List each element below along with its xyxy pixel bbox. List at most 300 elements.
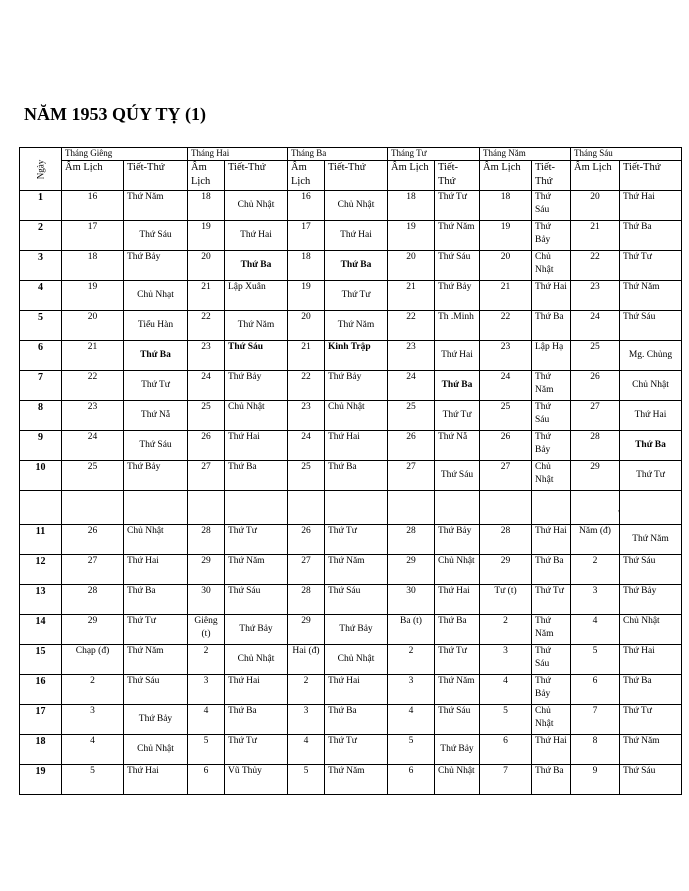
am-lich-cell: 27 — [288, 555, 325, 585]
table-row — [20, 765, 682, 795]
am-lich-cell: 20 — [62, 311, 124, 341]
am-lich-cell: 28 — [388, 525, 435, 555]
am-lich-cell: 21 — [388, 281, 435, 311]
day-number: 7 — [20, 371, 62, 401]
month-header: Tháng Sáu — [571, 148, 682, 161]
am-lich-cell: 28 — [571, 431, 620, 461]
month-header: Tháng Giêng — [62, 148, 188, 161]
column-header-row — [20, 161, 682, 191]
blank-cell — [225, 491, 288, 525]
am-lich-cell: 18 — [188, 191, 225, 221]
day-number: 5 — [20, 311, 62, 341]
am-lich-cell: 28 — [62, 585, 124, 615]
tiet-thu-cell: Thứ Hai — [225, 431, 288, 461]
tiet-thu-cell: Thứ Ba — [325, 705, 388, 735]
table-row — [20, 735, 682, 765]
am-lich-cell: 22 — [388, 311, 435, 341]
tiet-thu-cell: Thứ Hai — [325, 431, 388, 461]
tiet-thu-cell: Thứ Tư — [435, 191, 480, 221]
tiet-thu-cell: Lập Hạ — [532, 341, 571, 371]
tiet-thu-cell: Thứ Ba — [620, 221, 682, 251]
am-lich-cell: 23 — [188, 341, 225, 371]
am-lich-cell: 19 — [62, 281, 124, 311]
tiet-thu-cell: Thứ Năm — [435, 221, 480, 251]
am-lich-cell: 23 — [62, 401, 124, 431]
day-number: 13 — [20, 585, 62, 615]
am-lich-cell: 7 — [571, 705, 620, 735]
am-lich-cell: 5 — [571, 645, 620, 675]
tiet-thu-cell: Thứ Hai — [325, 675, 388, 705]
tiet-thu-cell: Thứ Tư — [620, 251, 682, 281]
blank-cell — [188, 491, 225, 525]
day-number: 2 — [20, 221, 62, 251]
tiet-thu-cell: Thứ Hai — [225, 221, 288, 251]
tiet-thu-cell: Chủ Nhật — [532, 251, 571, 281]
tiet-thu-cell: Thứ Hai — [124, 765, 188, 795]
tiet-thu-cell: Thứ Năm — [325, 555, 388, 585]
tiet-thu-cell: Thứ Nẵ — [435, 431, 480, 461]
table-row — [20, 461, 682, 491]
day-number: 16 — [20, 675, 62, 705]
tiet-thu-cell: Thứ Ba — [225, 705, 288, 735]
tiet-thu-cell: Thứ Tư — [325, 525, 388, 555]
month-header: Tháng Hai — [188, 148, 288, 161]
table-row — [20, 615, 682, 645]
tiet-thu-cell: Thứ Năm — [124, 191, 188, 221]
tiet-thu-cell: Thứ Năm — [620, 735, 682, 765]
am-lich-cell: 19 — [288, 281, 325, 311]
tiet-thu-cell: Thứ Sáu — [532, 645, 571, 675]
month-header: Tháng Năm — [480, 148, 571, 161]
am-lich-cell: 6 — [188, 765, 225, 795]
tiet-thu-cell: Chủ Nhật — [325, 645, 388, 675]
tiet-thu-header: Tiết-Thứ — [225, 161, 288, 191]
am-lich-cell: 23 — [388, 341, 435, 371]
tiet-thu-cell: Thứ Tư — [225, 735, 288, 765]
am-lich-cell: 27 — [62, 555, 124, 585]
tiet-thu-cell: Thứ Bảy — [124, 461, 188, 491]
tiet-thu-cell: Thứ Năm — [325, 311, 388, 341]
tiet-thu-cell: Th .Minh — [435, 311, 480, 341]
am-lich-cell: 29 — [188, 555, 225, 585]
am-lich-cell: 28 — [288, 585, 325, 615]
am-lich-cell: 22 — [288, 371, 325, 401]
am-lich-cell: 2 — [388, 645, 435, 675]
blank-cell — [532, 491, 571, 525]
am-lich-cell: 21 — [288, 341, 325, 371]
table-row — [20, 281, 682, 311]
tiet-thu-cell: Thứ Ba — [532, 311, 571, 341]
am-lich-cell: 20 — [480, 251, 532, 281]
am-lich-cell: 28 — [480, 525, 532, 555]
tiet-thu-cell: Thứ Sáu — [620, 765, 682, 795]
am-lich-cell: 22 — [571, 251, 620, 281]
am-lich-cell: 18 — [288, 251, 325, 281]
am-lich-cell: 16 — [288, 191, 325, 221]
am-lich-cell: 25 — [571, 341, 620, 371]
am-lich-cell: 5 — [388, 735, 435, 765]
tiet-thu-cell: Thứ Ba — [325, 251, 388, 281]
day-number: 3 — [20, 251, 62, 281]
tiet-thu-cell: Thứ Ba — [225, 251, 288, 281]
am-lich-cell: 29 — [571, 461, 620, 491]
tiet-thu-cell: Thứ Hai — [225, 675, 288, 705]
day-number: 6 — [20, 341, 62, 371]
table-row — [20, 645, 682, 675]
tiet-thu-cell: Thứ Tư — [532, 585, 571, 615]
day-number: 14 — [20, 615, 62, 645]
am-lich-cell: 3 — [388, 675, 435, 705]
am-lich-header: Âm Lịch — [571, 161, 620, 191]
stray-mark: , — [618, 504, 620, 513]
table-row — [20, 401, 682, 431]
am-lich-cell: 7 — [480, 765, 532, 795]
day-number: 19 — [20, 765, 62, 795]
am-lich-cell: 19 — [388, 221, 435, 251]
month-header-row — [20, 148, 682, 161]
month-header: Tháng Ba — [288, 148, 388, 161]
tiet-thu-cell: Thứ Sáu — [435, 461, 480, 491]
am-lich-header: Âm Lịch — [62, 161, 124, 191]
am-lich-cell: 20 — [388, 251, 435, 281]
tiet-thu-cell: Thứ Tư — [620, 705, 682, 735]
tiet-thu-cell: Thứ Bảy — [225, 615, 288, 645]
am-lich-cell: 24 — [480, 371, 532, 401]
day-number: 12 — [20, 555, 62, 585]
tiet-thu-cell: Thứ Hai — [532, 281, 571, 311]
am-lich-cell: 24 — [62, 431, 124, 461]
tiet-thu-cell: Chủ Nhật — [532, 705, 571, 735]
table-row — [20, 221, 682, 251]
am-lich-cell: 5 — [62, 765, 124, 795]
tiet-thu-cell: Thứ Sáu — [325, 585, 388, 615]
blank-cell — [325, 491, 388, 525]
am-lich-cell: Ba (t) — [388, 615, 435, 645]
table-row — [20, 555, 682, 585]
tiet-thu-cell: Thứ Tư — [435, 645, 480, 675]
tiet-thu-cell: Thứ Bảy — [225, 371, 288, 401]
am-lich-cell: 2 — [62, 675, 124, 705]
tiet-thu-cell: Vũ Thủy — [225, 765, 288, 795]
tiet-thu-cell: Thứ Sáu — [124, 675, 188, 705]
table-row — [20, 311, 682, 341]
am-lich-header: Âm Lịch — [480, 161, 532, 191]
am-lich-cell: 23 — [288, 401, 325, 431]
am-lich-cell: 19 — [188, 221, 225, 251]
am-lich-cell: 3 — [62, 705, 124, 735]
tiet-thu-cell: Thứ Bảy — [124, 251, 188, 281]
am-lich-cell: 21 — [62, 341, 124, 371]
am-lich-cell: Năm (đ) — [571, 525, 620, 555]
am-lich-cell: 24 — [388, 371, 435, 401]
tiet-thu-cell: Thứ Sáu — [124, 221, 188, 251]
table-row — [20, 251, 682, 281]
tiet-thu-cell: Chủ Nhật — [435, 765, 480, 795]
am-lich-cell: 2 — [288, 675, 325, 705]
am-lich-cell: 26 — [288, 525, 325, 555]
ngay-header — [20, 148, 62, 191]
tiet-thu-cell: Chủ Nhật — [124, 525, 188, 555]
am-lich-cell: 22 — [188, 311, 225, 341]
tiet-thu-cell: Thứ Bảy — [435, 525, 480, 555]
blank-cell — [620, 491, 682, 525]
am-lich-cell: 16 — [62, 191, 124, 221]
am-lich-header: Âm Lịch — [388, 161, 435, 191]
am-lich-cell: 18 — [480, 191, 532, 221]
am-lich-cell: 3 — [571, 585, 620, 615]
am-lich-cell: 6 — [480, 735, 532, 765]
blank-cell — [388, 491, 435, 525]
tiet-thu-cell: Thứ Sáu — [435, 705, 480, 735]
tiet-thu-cell: Thứ Tư — [124, 615, 188, 645]
tiet-thu-cell: Thứ Năm — [620, 525, 682, 555]
am-lich-cell: 8 — [571, 735, 620, 765]
am-lich-cell: 24 — [188, 371, 225, 401]
tiet-thu-cell: Thứ Hai — [435, 585, 480, 615]
am-lich-cell: 24 — [571, 311, 620, 341]
tiet-thu-header: Tiết-Thứ — [124, 161, 188, 191]
am-lich-cell: 4 — [62, 735, 124, 765]
am-lich-cell: 26 — [480, 431, 532, 461]
tiet-thu-cell: Thứ Sáu — [620, 311, 682, 341]
tiet-thu-cell: Thứ Ba — [620, 431, 682, 461]
tiet-thu-cell: Thứ Năm — [325, 765, 388, 795]
tiet-thu-cell: Chủ Nhật — [225, 645, 288, 675]
blank-row — [20, 491, 682, 525]
tiet-thu-cell: Thứ Tư — [435, 401, 480, 431]
calendar-body — [20, 148, 682, 795]
am-lich-cell: 20 — [571, 191, 620, 221]
am-lich-cell: 2 — [571, 555, 620, 585]
blank-cell — [124, 491, 188, 525]
day-number: 1 — [20, 191, 62, 221]
tiet-thu-cell: Chủ Nhật — [435, 555, 480, 585]
am-lich-cell: 26 — [62, 525, 124, 555]
am-lich-cell: 5 — [480, 705, 532, 735]
table-row — [20, 675, 682, 705]
tiet-thu-cell: Chủ Nhật — [620, 371, 682, 401]
table-row — [20, 431, 682, 461]
tiet-thu-cell: Thứ Năm — [225, 555, 288, 585]
tiet-thu-cell: Thứ Hai — [325, 221, 388, 251]
am-lich-cell: Chạp (đ) — [62, 645, 124, 675]
am-lich-cell: 22 — [62, 371, 124, 401]
tiet-thu-cell: Kinh Trập — [325, 341, 388, 371]
tiet-thu-cell: Thứ Ba — [435, 615, 480, 645]
tiet-thu-header: Tiết-Thứ — [325, 161, 388, 191]
blank-cell — [62, 491, 124, 525]
day-number: 17 — [20, 705, 62, 735]
tiet-thu-cell: Chủ Nhật — [325, 191, 388, 221]
tiet-thu-cell: Thứ Bảy — [435, 281, 480, 311]
blank-cell — [20, 491, 62, 525]
tiet-thu-cell: Chủ Nhật — [225, 191, 288, 221]
am-lich-cell: 21 — [188, 281, 225, 311]
tiet-thu-cell: Thứ Hai — [435, 341, 480, 371]
am-lich-cell: 20 — [288, 311, 325, 341]
am-lich-cell: 25 — [388, 401, 435, 431]
tiet-thu-cell: Thứ Sáu — [225, 585, 288, 615]
am-lich-cell: 21 — [571, 221, 620, 251]
tiet-thu-cell: Thứ Năm — [532, 371, 571, 401]
am-lich-cell: 4 — [188, 705, 225, 735]
tiet-thu-cell: Chủ Nhật — [325, 401, 388, 431]
tiet-thu-cell: Thứ Tư — [124, 371, 188, 401]
tiet-thu-cell: Thứ Năm — [124, 645, 188, 675]
tiet-thu-cell: Chủ Nhật — [532, 461, 571, 491]
am-lich-cell: 3 — [480, 645, 532, 675]
table-row — [20, 705, 682, 735]
tiet-thu-cell: Thứ Sáu — [620, 555, 682, 585]
am-lich-cell: 5 — [288, 765, 325, 795]
blank-cell — [435, 491, 480, 525]
am-lich-cell: 26 — [571, 371, 620, 401]
am-lich-cell: 4 — [388, 705, 435, 735]
tiet-thu-cell: Tiểu Hàn — [124, 311, 188, 341]
am-lich-cell: 6 — [388, 765, 435, 795]
am-lich-header: Âm Lịch — [288, 161, 325, 191]
am-lich-cell: 4 — [480, 675, 532, 705]
table-row — [20, 191, 682, 221]
tiet-thu-cell: Thứ Ba — [532, 765, 571, 795]
am-lich-cell: 25 — [288, 461, 325, 491]
lunar-calendar-table — [19, 147, 682, 795]
tiet-thu-cell: Thứ Ba — [325, 461, 388, 491]
page-title: NĂM 1953 QÚY TỴ (1) — [24, 104, 206, 124]
tiet-thu-cell: Thứ Bảy — [124, 705, 188, 735]
table-row — [20, 371, 682, 401]
am-lich-cell: 27 — [388, 461, 435, 491]
tiet-thu-cell: Thứ Bảy — [620, 585, 682, 615]
am-lich-cell: 24 — [288, 431, 325, 461]
tiet-thu-cell: Lập Xuân — [225, 281, 288, 311]
tiet-thu-cell: Chủ Nhật — [124, 735, 188, 765]
am-lich-cell: 2 — [188, 645, 225, 675]
tiet-thu-cell: Thứ Sáu — [532, 191, 571, 221]
am-lich-cell: 5 — [188, 735, 225, 765]
tiet-thu-cell: Thứ Tư — [620, 461, 682, 491]
day-number: 10 — [20, 461, 62, 491]
am-lich-cell: 6 — [571, 675, 620, 705]
table-row — [20, 341, 682, 371]
tiet-thu-header: Tiết- Thứ — [435, 161, 480, 191]
tiet-thu-cell: Thứ Bảy — [325, 371, 388, 401]
tiet-thu-cell: Mg. Chủng — [620, 341, 682, 371]
month-header: Tháng Tư — [388, 148, 480, 161]
am-lich-cell: 18 — [388, 191, 435, 221]
table-row — [20, 525, 682, 555]
day-number: 9 — [20, 431, 62, 461]
tiet-thu-cell: Thứ Ba — [435, 371, 480, 401]
am-lich-cell: 26 — [188, 431, 225, 461]
am-lich-cell: 23 — [480, 341, 532, 371]
tiet-thu-header: Tiết- Thứ — [532, 161, 571, 191]
tiet-thu-cell: Thứ Sáu — [225, 341, 288, 371]
am-lich-cell: 3 — [188, 675, 225, 705]
am-lich-cell: 18 — [62, 251, 124, 281]
ngay-label: Ngày — [35, 159, 45, 179]
tiet-thu-cell: Thứ Ba — [620, 675, 682, 705]
tiet-thu-cell: Thứ Hai — [532, 525, 571, 555]
tiet-thu-cell: Thứ Tư — [325, 281, 388, 311]
am-lich-cell: 4 — [571, 615, 620, 645]
tiet-thu-cell: Thứ Tư — [225, 525, 288, 555]
tiet-thu-cell: Chủ Nhật — [620, 615, 682, 645]
blank-cell — [480, 491, 532, 525]
tiet-thu-cell: Thứ Hai — [532, 735, 571, 765]
tiet-thu-cell: Thứ Sáu — [532, 401, 571, 431]
tiet-thu-cell: Thứ Ba — [124, 585, 188, 615]
am-lich-cell: 19 — [480, 221, 532, 251]
blank-cell — [571, 491, 620, 525]
am-lich-cell: 17 — [288, 221, 325, 251]
tiet-thu-cell: Thứ Năm — [532, 615, 571, 645]
day-number: 8 — [20, 401, 62, 431]
am-lich-cell: 27 — [480, 461, 532, 491]
tiet-thu-cell: Chủ Nhật — [225, 401, 288, 431]
tiet-thu-cell: Thứ Năm — [225, 311, 288, 341]
tiet-thu-cell: Thứ Bảy — [325, 615, 388, 645]
am-lich-cell: 26 — [388, 431, 435, 461]
am-lich-cell: 29 — [288, 615, 325, 645]
am-lich-cell: 27 — [571, 401, 620, 431]
tiet-thu-cell: Thứ Ba — [124, 341, 188, 371]
tiet-thu-cell: Thứ Năm — [435, 675, 480, 705]
tiet-thu-cell: Thứ Ba — [532, 555, 571, 585]
tiet-thu-cell: Thứ Tư — [325, 735, 388, 765]
tiet-thu-cell: Thứ Sáu — [435, 251, 480, 281]
am-lich-cell: 29 — [480, 555, 532, 585]
am-lich-cell: 4 — [288, 735, 325, 765]
am-lich-cell: Giêng (t) — [188, 615, 225, 645]
tiet-thu-cell: Thứ Hai — [620, 401, 682, 431]
tiet-thu-cell: Thứ Sáu — [124, 431, 188, 461]
day-number: 18 — [20, 735, 62, 765]
day-number: 11 — [20, 525, 62, 555]
am-lich-cell: 28 — [188, 525, 225, 555]
tiet-thu-cell: Thứ Ba — [225, 461, 288, 491]
tiet-thu-cell: Thứ Năm — [620, 281, 682, 311]
am-lich-cell: Tư (t) — [480, 585, 532, 615]
tiet-thu-cell: Thứ Hai — [124, 555, 188, 585]
am-lich-cell: 20 — [188, 251, 225, 281]
am-lich-cell: 25 — [188, 401, 225, 431]
tiet-thu-cell: Thứ Hai — [620, 191, 682, 221]
am-lich-cell: 29 — [388, 555, 435, 585]
am-lich-header: Âm Lịch — [188, 161, 225, 191]
tiet-thu-cell: Chủ Nhạt — [124, 281, 188, 311]
am-lich-cell: 30 — [188, 585, 225, 615]
tiet-thu-cell: Thứ Bảy — [532, 675, 571, 705]
tiet-thu-header: Tiết-Thứ — [620, 161, 682, 191]
tiet-thu-cell: Thứ Bảy — [435, 735, 480, 765]
am-lich-cell: 27 — [188, 461, 225, 491]
tiet-thu-cell: Thứ Nẵ — [124, 401, 188, 431]
day-number: 4 — [20, 281, 62, 311]
am-lich-cell: Hai (đ) — [288, 645, 325, 675]
am-lich-cell: 29 — [62, 615, 124, 645]
am-lich-cell: 22 — [480, 311, 532, 341]
table-row — [20, 585, 682, 615]
tiet-thu-cell: Thứ Bảy — [532, 431, 571, 461]
am-lich-cell: 30 — [388, 585, 435, 615]
am-lich-cell: 9 — [571, 765, 620, 795]
am-lich-cell: 25 — [480, 401, 532, 431]
tiet-thu-cell: Thứ Hai — [620, 645, 682, 675]
blank-cell — [288, 491, 325, 525]
tiet-thu-cell: Thứ Bảy — [532, 221, 571, 251]
am-lich-cell: 2 — [480, 615, 532, 645]
